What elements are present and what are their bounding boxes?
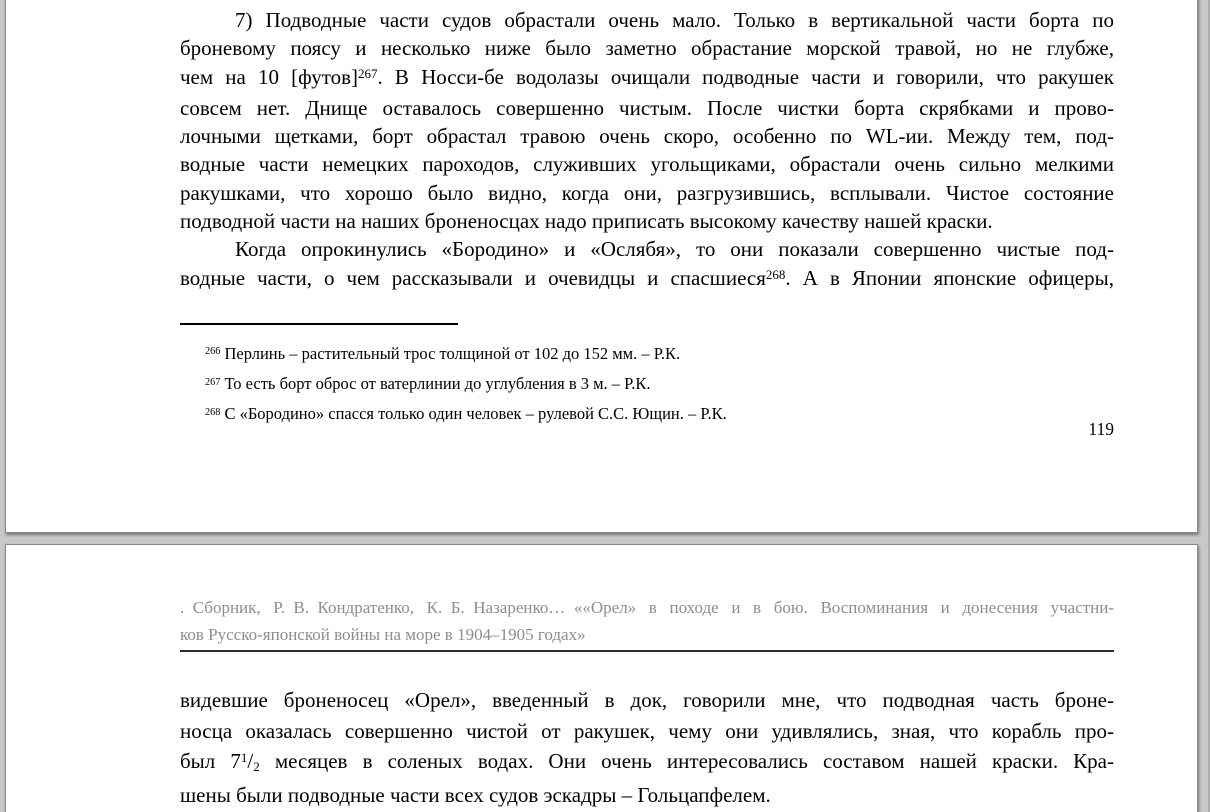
page-119 [5,0,1198,533]
page-number: 119 [1088,419,1114,439]
page-120 [5,544,1198,812]
superscript: 268 [205,406,221,418]
text-line: 7) Подводные части судов обрастали очень мало. Только в вертикальной части борта по [235,8,1114,32]
text-line: броневому поясу и несколько ниже было заметно обрастание морской травой, но не глубже, [180,36,1114,61]
superscript: 1 [240,750,248,766]
text-line: был $7^1/2$ месяцев в соленых водах. Они очень интересовались составом нашей краски. Кра- [180,749,1114,774]
page1-footnotes [180,340,1114,431]
text-line: видевшие броненосец «Орел», введенный в док, говорили мне, что подводная часть броне- [180,688,1114,712]
text-line: ракушками, что хорошо было видно, когда они, разгрузившись, всплывали. Чистое состояние [180,180,1114,205]
text-line: шены были подводные части всех судов эскадры – Гольцапфелем. [180,782,771,807]
text-line: Когда опрокинулись «Бородино» и «Ослябя», то они показали совершенно чистые под- [235,237,1114,262]
header-rule [180,650,1114,652]
page2-body-text [180,685,1114,810]
text-line: подводной части на наших броненосцах надо приписать высокому качеству нашей краски. [180,209,993,234]
text-line: ков Русско-японской войны на море в 1904–1905 годах» [180,624,586,644]
subscript: 2 [253,758,260,774]
running-header [180,595,1114,648]
text-line: $^{266}$ Перлинь – растительный трос толщиной от 102 до 152 мм. – Р.К. [205,344,681,363]
text-line: носца оказалась совершенно чистой от ракушек, чему они удивлялись, зная, что корабль про- [180,718,1114,743]
superscript: 266 [205,346,221,358]
superscript: 267 [358,65,378,81]
text-line: $^{268}$ С «Бородино» спасся только один человек – рулевой С.С. Ющин. – Р.К. [205,404,727,424]
superscript: 268 [765,266,786,282]
superscript: 267 [205,376,221,388]
text-line: водные части немецких пароходов, служивших угольщиками, обрастали очень сильно мелкими [180,152,1114,177]
text-line: водные части, о чем рассказывали и очевидцы и спасшиеся$^{268}$. А в Японии японские офицеры, [180,265,1114,290]
text-line: . Сборник, Р. В. Кондратенко, К. Б. Назаренко… ««Орел» в походе и в бою. Воспоминания и донесения участни- [180,598,1114,617]
text-line: чем на 10 [футов]$^{267}$. В Носси-бе водолазы очищали подводные части и говорили, что ракушек [180,64,1114,89]
text-line: лочными щетками, борт обрастал травою очень скоро, особенно по WL-ии. Между тем, под- [180,124,1114,149]
footnote-separator [180,323,458,325]
page1-body-text [180,6,1114,295]
text-line: совсем нет. Днище оставалось совершенно чистым. После чистки борта скрябками и прово- [180,95,1114,120]
text-line: $^{267}$ То есть борт оброс от ватерлинии до углубления в 3 м. – Р.К. [205,374,651,394]
